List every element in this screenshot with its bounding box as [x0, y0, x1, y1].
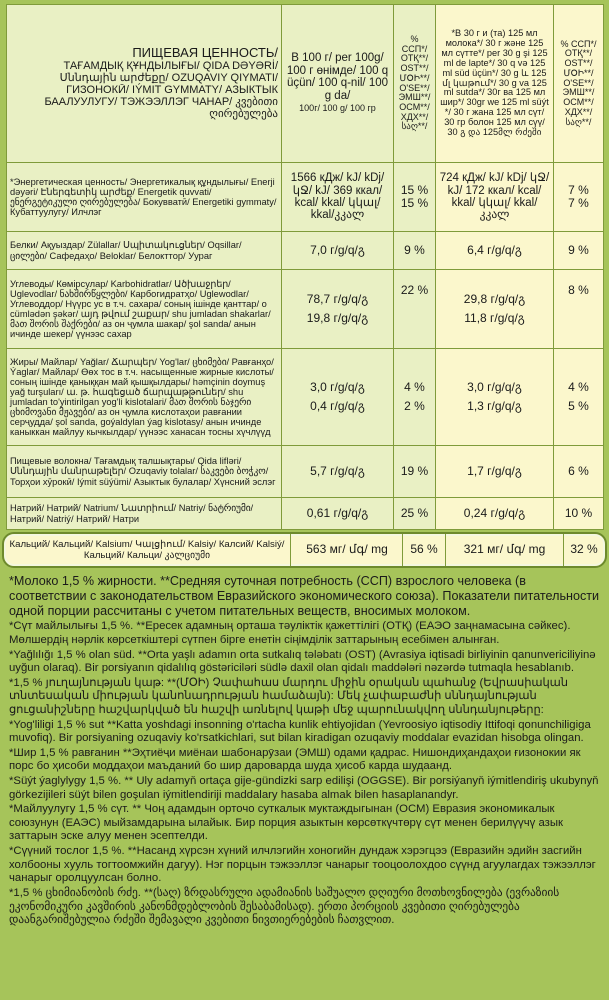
header-pct-serving-cell: % ССП*/ ОТҚ**/ OST**/ ՄՕԻ**/ O'SE**/ ЭМШ**/ ОСМ**/ ХДХ**/ საღ**/ — [554, 5, 604, 163]
footnotes — [9, 574, 603, 929]
row-pct-100: 25 % — [394, 498, 436, 530]
row-value-100: 5,7 г/g/q/გ — [282, 446, 394, 498]
table-row — [7, 349, 604, 446]
row-name-energy: *Энергетическая ценность/ Энергетикалық құндылығы/ Enerji dəyəri/ Էներգետիկ արժեք/ Energetik quvvati/ ენერგეტიკული ღირებულება/ Бокувватӣ/ Energetiki gymmaty/ Кубаттуулугу/ Илчлэг — [7, 163, 282, 232]
header-per100: В 100 г/ per 100g/ 100 г өнімде/ 100 q üçün/ 100 q-nil/ 100 g da/ — [286, 52, 389, 102]
row-value-serving: 29,8 г/g/q/გ 11,8 г/g/q/გ — [436, 270, 554, 349]
row-pct-serving: 9 % — [554, 232, 604, 270]
footnote-uz: *Yog'liligi 1,5 % sut **Katta yoshdagi insonning o'rtacha kunlik ehtiyojidan (Yevroosiyo iqtisodiy Ittifoqi qonunchiligiga muvofiq). Bir porsiyaning ozuqaviy ko'rsatkichlari, sut bilan kiradigan ozuqaviy moddalar evazidan hisobga olingan. — [9, 718, 591, 745]
row-value-serving: 724 кДж/ kJ/ kDj/ կՋ/ kJ/ 172 ккал/ kcal/ kkal/ կկալ/ kkal/კკალ — [436, 163, 554, 232]
header-name-translations: ТАҒАМДЫҚ ҚҰНДЫЛЫҒЫ/ QIDA DƏYƏRİ/ Սննդային արժեքը/ OZUQAVIY QIYMATI/ ГИЗОНОКӢ/ IÝMIT GYMMATY/ АЗЫКТЫК БААЛУУЛУГУ/ ТЭЖЭЭЛЛЭГ ЧАНАР/ კვებითი ღირებულება — [44, 60, 278, 120]
footnote-tk: *Süýt ýaglylygy 1,5 %. ** Uly adamyň ortaça gije-gündizki sarp edilişi (OGGSE). Bir porsiýanyň iýmitlendiriş ukubynyň görkezijileri süýt bilen goşulan iýmitlendiriji maddalary hasaba almak bilen hasaplanandyr. — [9, 775, 599, 801]
row-value-serving: 6,4 г/g/q/გ — [436, 232, 554, 270]
row-name-calcium: Кальций/ Кальций/ Kalsium/ Կալցիում/ Kalsiy/ Калсий/ Kalsiý/ Кальций/ Кальци/ კალციუმი — [9, 538, 285, 561]
calcium-value-100: 563 мг/ մգ/ mg — [306, 542, 388, 557]
row-value-serving: 1,7 г/g/q/გ — [436, 446, 554, 498]
header-title: ПИЩЕВАЯ ЦЕННОСТЬ/ — [132, 45, 278, 61]
header-serving-cell: *В 30 г и (та) 125 мл молока*/ 30 г және 125 мл сүтте*/ per 30 g şi 125 ml de lapte*/ 30 q və 125 ml süd üçün*/ 30 g և 125 մլ կաթում*/ 30 g va 125 ml sutda*/ 30г ва 125 мл шир*/ 30gr we 125 ml süýt */ 30 г жана 125 мл сүт/ 30 гр болон 125 мл сүү/ 30 გ და 125მლ რძეში — [436, 5, 554, 163]
row-value-100: 78,7 г/g/q/გ 19,8 г/g/q/გ — [282, 270, 394, 349]
row-name-sodium: Натрий/ Натрий/ Natrium/ Նատրիում/ Natriy/ ნატრიუმი/ Натрий/ Natriý/ Натрий/ Натри — [7, 498, 282, 530]
row-value-serving: 3,0 г/g/q/გ 1,3 г/g/q/გ — [436, 349, 554, 446]
row-pct-serving: 7 % 7 % — [554, 163, 604, 232]
row-value-100: 1566 кДж/ kJ/ kDj/ կՋ/ kJ/ 369 ккал/ kcal/ kkal/ կկալ/ kkal/კკალ — [282, 163, 394, 232]
table-row — [7, 232, 604, 270]
header-name-cell — [7, 5, 282, 163]
nutrition-table — [6, 4, 604, 530]
header-per100-cell — [282, 5, 394, 163]
row-name-fiber: Пищевые волокна/ Тағамдық талшықтары/ Qida lifləri/ Սննդային մանրաթելեր/ Ozuqaviy tolalar/ საკვები ბოჭკო/ Торҳои хӯрокӣ/ Iýmit süýümi/ Азыктык булалар/ Хүнсний эслэг — [7, 446, 282, 498]
row-value-100: 0,61 г/g/q/გ — [282, 498, 394, 530]
footnote-kk: *Сүт майлылығы 1,5 %. **Ересек адамның орташа тәуліктік қажеттілігі (ОТҚ) (ЕАЭО заңнамасына сәйкес). Мөлшердің нәрлік көрсеткіштері сүтпен бірге енетін сіңімділік заттарының есебімен алынған. — [9, 620, 571, 646]
table-row — [7, 446, 604, 498]
header-pct-cell: % ССП*/ ОТҚ**/ OST**/ ՄՕԻ**/ O'SE**/ ЭМШ**/ ОСМ**/ ХДХ**/ საღ**/ — [394, 5, 436, 163]
row-pct-serving: 4 % 5 % — [554, 349, 604, 446]
header-per100-small: 100г/ 100 g/ 100 гр — [299, 103, 376, 114]
calcium-value-serving: 321 мг/ մգ/ mg — [463, 542, 546, 557]
row-name-protein: Белки/ Ақуыздар/ Zülallar/ Սպիտակուցներ/ Oqsillar/ ცილები/ Сафедаҳо/ Beloklar/ Белокттор/ Уураг — [7, 232, 282, 270]
table-row — [7, 498, 604, 530]
footnote-ka: *1,5 % ცხიმიანობის რძე. **(საღ) ზრდასრული ადამიანის საშუალო დღიური მოთხოვნილება (ევრაზიის ეკონომიკური კავშირის კანონმდებლობის შესაბამისად). ერთი პორციის კვებითი ღირებულება დაანგარიშებულია რძეში შემავალი კვებითი ნივთიერებების ჩათვლით. — [9, 886, 560, 927]
row-pct-100: 4 % 2 % — [394, 349, 436, 446]
header-row — [7, 5, 604, 163]
calcium-pct-100: 56 % — [410, 542, 438, 557]
table-row — [7, 270, 604, 349]
row-pct-100: 19 % — [394, 446, 436, 498]
divider — [290, 534, 291, 566]
row-value-100: 3,0 г/g/q/გ 0,4 г/g/q/გ — [282, 349, 394, 446]
row-pct-100: 9 % — [394, 232, 436, 270]
footnote-az: *Yağlılığı 1,5 % olan süd. **Orta yaşlı adamın orta sutkalıq tələbatı (OST) (Avrasiya iqtisadi birliyinin qanunvericiliyinə uyğun olaraq). Bir porsiyanın qidalılıq göstəriciləri südlə daxil olan qidalı maddələri nəzərdə tutmaqla hesablanıb. — [9, 648, 596, 675]
row-pct-serving: 8 % — [554, 270, 604, 349]
row-name-fats: Жиры/ Майлар/ Yağlar/ Ճարպեր/ Yog'lar/ ცხიმები/ Равғанҳо/ Ýaglar/ Майлар/ Өөх тос в т.ч. насыщенные жирные кислоты/ соның ішінде қаныққан май қышқылдары/ həmçinin doymuş yağ turşuları/ ա. թ. հագեցած ճարպաթթուներ/ shu jumladan to'yintirilgan yog'li kislotalari/ მათ შორის ნაჯერი ცხიმოვანი მჟავები/ аз он ҷумла кислотаҳои равғании серҷудда/ şol sanda, goýaldylan ýag kislotasy/ анын ичинде каныккан майлуу кычкылдар/ үүнээс ханасан тосны хүчлүүд — [7, 349, 282, 446]
row-value-100: 7,0 г/g/q/გ — [282, 232, 394, 270]
row-pct-100: 22 % — [394, 270, 436, 349]
footnote-hy: *1,5 % յուղայնության կաթ: **(ՄՕԻ) Չափահաս մարդու միջին օրական պահանջ (Եվրասիական տնտեսական միության կանոնադրության համաձայն): Մեկ չափաբաժնի սննդայնության ցուցանիշները հաշվարկված են հաշվի առնելով կաթի մեջ պարունակվող սննդանյութերը: — [9, 676, 568, 716]
table-row — [7, 163, 604, 232]
row-pct-serving: 6 % — [554, 446, 604, 498]
row-pct-100: 15 % 15 % — [394, 163, 436, 232]
footnote-tg: *Шир 1,5 % равғанин **Эҳтиёҷи миёнаи шабонарӯзаи (ЭМШ) одами қадрас. Нишондиҳандаҳои ғизонокии як порс бо ҳисоби моддаҳои маъданиӣ бо шир дароварда шуда ҳисоб карда шудаанд. — [9, 746, 581, 773]
footnote-ru: *Молоко 1,5 % жирности. **Средняя суточная потребность (ССП) взрослого человека (в соответствии с законодательством Евразийского экономического союза). Показатели питательности одной порции рассчитаны с учетом питательных веществ, вносимых молоком. — [9, 574, 600, 619]
row-pct-serving: 10 % — [554, 498, 604, 530]
footnote-mn: *Сүүний тослог 1,5 %. **Насанд хүрсэн хүний илчлэгийн хоногийн дундаж хэрэгцээ (Евразийн эдийн засгийн холбооны хууль тогтоомжийн дагуу). Нэг порцын тэжээллэг чанарыг тооцоолохдоо сүүнд агуулагдах тэжээллэг чанарыг оролцуулсан болно. — [9, 845, 596, 885]
calcium-row — [2, 532, 607, 568]
row-name-carbohydrates: Углеводы/ Көмірсулар/ Karbohidratlar/ Ածխաջրեր/ Uglevodlar/ ნახშირწყლები/ Карбогидратҳо/ Uglewodlar/ Углеводдор/ Нүүрс ус в т.ч. сахара/ соның ішінде қанттар/ o cümlədən şəkər/ այդ թվում շաքար/ shu jumladan shakarlar/ მათ შორის შაქრები/ аз он ҷумла шакар/ şol sanda/ анын ичинде шекер/ үүнээс сахар — [7, 270, 282, 349]
row-value-serving: 0,24 г/g/q/გ — [436, 498, 554, 530]
calcium-pct-serving: 32 % — [570, 542, 598, 557]
footnote-ky: *Майлуулугу 1,5 % сүт. ** Чоң адамдын орточо суткалык муктаждыгынан (ОСМ) Евразия экономикалык союзунун (ЕАЭС) мыйзамдарына ылайык. Бир порция азыктын көрсөткүчтөрү сүт менен берилүүчү азык заттарын эске алуу менен эсептелди. — [9, 803, 563, 843]
